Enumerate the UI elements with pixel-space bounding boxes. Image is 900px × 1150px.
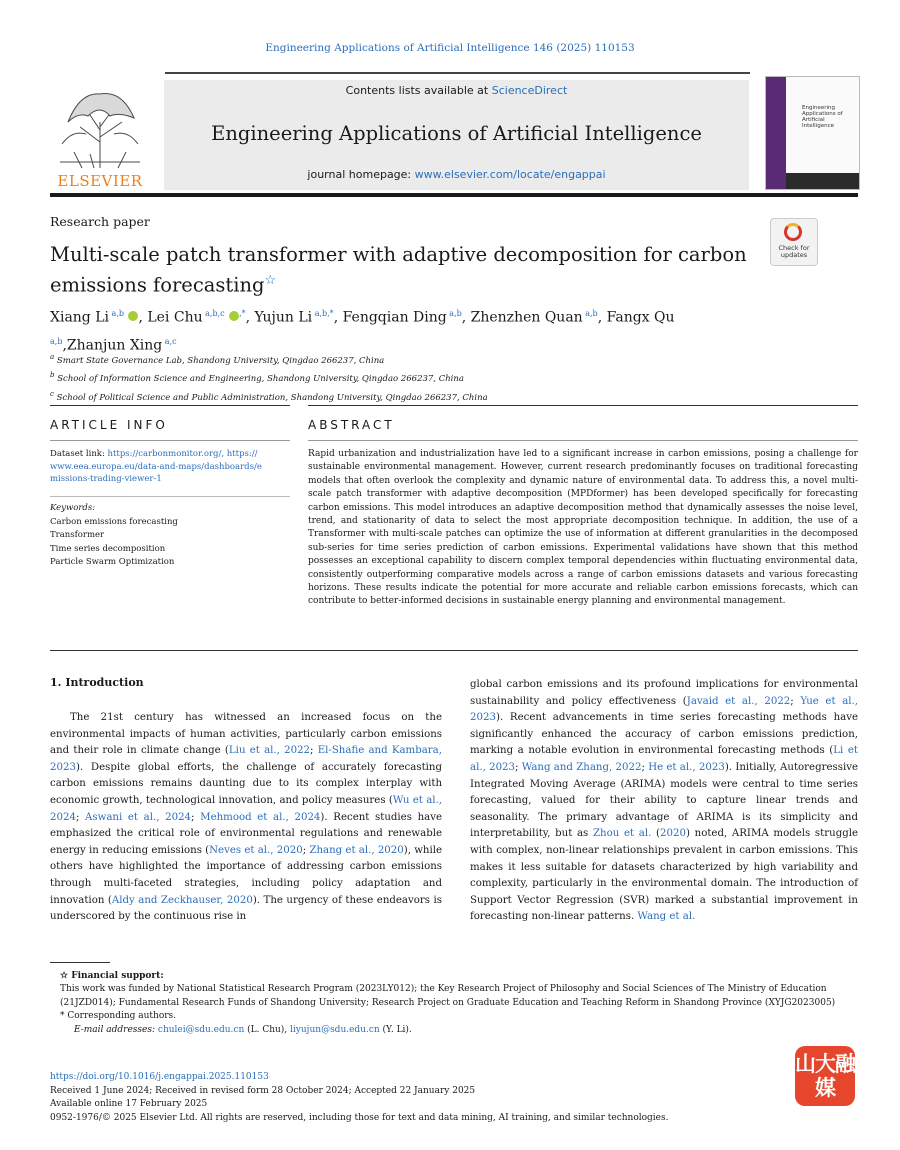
article-info-subrule [50, 440, 290, 441]
author-name[interactable]: Lei Chu [147, 309, 203, 326]
body-text: ; [75, 811, 86, 823]
journal-title: Engineering Applications of Artificial Intelligence [211, 122, 702, 145]
available-online: Available online 17 February 2025 [50, 1099, 208, 1110]
orcid-icon[interactable] [128, 311, 138, 321]
body-text: ; [302, 844, 310, 856]
citation-link[interactable]: Zhang et al., 2020 [309, 844, 404, 856]
paper-title-text: Multi-scale patch transformer with adaptive decomposition for carbon emissions forecasting [50, 243, 747, 297]
email-addresses [50, 1024, 858, 1037]
media-watermark-badge: 山大融媒 [795, 1046, 855, 1106]
keyword-item: Transformer [50, 530, 105, 540]
citation-link[interactable]: He et al., 2023 [648, 761, 725, 773]
citation-link[interactable]: Zhou et al. [592, 828, 652, 840]
cover-title: Engineering Applications of Artificial Intelligence [802, 105, 843, 129]
dataset-link[interactable]: https://carbonmonitor.org/, https://www.eea.europa.eu/data-and-maps/dashboards/emissions-trading-viewer-1 [50, 449, 262, 484]
citation-link[interactable]: Wang and Zhang, 2022 [521, 761, 642, 773]
author-list [50, 303, 750, 356]
citation-link[interactable]: Wang et al. [637, 911, 696, 923]
article-footer [50, 1071, 858, 1125]
author-affiliation-marks[interactable]: a,b,* [312, 309, 334, 318]
introduction-heading: 1. Introduction [50, 676, 144, 689]
body-text: ). The urgency of these endeavors is underscored by the continuous rise in [50, 894, 442, 923]
keywords-block [50, 502, 290, 570]
title-footnote-star[interactable]: ☆ [264, 273, 277, 288]
check-updates-icon [784, 223, 802, 241]
affiliation-line [50, 368, 750, 386]
affiliation-mark: a [50, 352, 55, 361]
author-name[interactable]: Zhenzhen Quan [470, 309, 583, 326]
citation-link[interactable]: 2020 [660, 828, 686, 840]
contents-line [164, 84, 749, 97]
contents-prefix: Contents lists available at [345, 84, 492, 97]
corresponding-mark: * [60, 1011, 65, 1022]
article-info-rule [50, 405, 290, 406]
citation-link[interactable]: Mehmood et al., 2024 [200, 811, 321, 823]
citation-link[interactable]: Liu et al., 2022 [228, 745, 311, 757]
author-separator: , [245, 309, 255, 326]
affiliation-text: Smart State Governance Lab, Shandong University, Qingdao 266237, China [54, 355, 385, 366]
keyword-item: Carbon emissions forecasting [50, 516, 178, 527]
keywords-list [50, 516, 290, 570]
keyword-item: Particle Swarm Optimization [50, 557, 175, 567]
affiliation-mark: b [50, 370, 55, 380]
article-info-heading: ARTICLE INFO [50, 418, 168, 432]
masthead-banner [164, 80, 749, 190]
author-name[interactable]: Fengqian Ding [342, 309, 447, 326]
elsevier-wordmark: ELSEVIER [57, 172, 143, 190]
keyword-item: Time series decomposition [50, 543, 166, 554]
homepage-prefix: journal homepage: [307, 168, 415, 181]
doi-link[interactable]: https://doi.org/10.1016/j.engappai.2025.110153 [50, 1072, 269, 1082]
abstract-bottom-rule [50, 650, 858, 651]
affiliation-text: School of Political Science and Public Administration, Shandong University, Qingdao 266237, China [53, 392, 488, 403]
journal-homepage-link[interactable]: www.elsevier.com/locate/engappai [414, 168, 606, 181]
body-text: ). Initially, Autoregressive Integrated Moving Average (ARIMA) models were central to time series forecasting, valued for their ability to capture linear trends and seasonality. The primary advantage of ARIMA is its simplicity and interpretability, but as [470, 761, 858, 840]
citation-link[interactable]: Javaid et al., 2022 [686, 695, 791, 707]
body-text: ( [651, 828, 661, 840]
citation-link[interactable]: Li et al., 2023 [470, 745, 858, 773]
author-affiliation-marks[interactable]: a,b,c [202, 309, 225, 318]
financial-support-title [50, 970, 858, 983]
email-li-name: (Y. Li). [379, 1024, 412, 1035]
abstract-rule [308, 405, 858, 406]
body-text: ). Recent advancements in time series forecasting methods have significantly enhanced the accuracy of carbon emissions prediction, marking a notable evolution in environmental forecasting methods ( [470, 712, 858, 757]
orcid-icon[interactable] [229, 311, 239, 321]
author-separator: , [138, 309, 148, 326]
financial-support-text: This work was funded by National Statistical Research Program (2023LY012); the Key Research Project of Philosophy and Social Sciences of The Ministry of Education (21JZD014); Fundamental Research Funds of Shandong University; Research Project on Graduate Education and Teaching Reform in Shandong Province (XYJG2023005) [60, 984, 836, 1008]
body-text: ). Recent studies have emphasized the critical role of environmental regulations and renewable energy in reducing emissions ( [50, 811, 443, 856]
citation-link[interactable]: El-Shafie and Kambara, 2023 [50, 745, 442, 773]
header-rule [50, 193, 858, 197]
corresponding-author-mark[interactable]: ,* [239, 309, 246, 318]
author-affiliation-marks[interactable]: a,c [162, 336, 177, 346]
financial-star: ☆ [60, 971, 69, 981]
author-name[interactable]: Fangx Qu [606, 309, 675, 326]
affiliation-text: School of Information Science and Engineering, Shandong University, Qingdao 266237, China [54, 374, 464, 385]
paper-title [50, 242, 750, 299]
abstract-heading: ABSTRACT [308, 418, 395, 432]
cover-band [766, 77, 786, 189]
citation-link[interactable]: Neves et al., 2020 [209, 844, 303, 856]
citation-link[interactable]: Wu et al., 2024 [50, 794, 443, 823]
abstract-text: Rapid urbanization and industrialization have led to a significant increase in carbon emissions, posing a challenge for sustainable environmental management. However, current research predominantly focuses on traditional forecasting models that often overlook the complexity and dynamic nature of environmental data. To address this, a novel multi-scale patch transformer with adaptive decomposition (MPDformer) has been developed specifically for forecasting carbon emissions. This model introduces an adaptive decomposition method that dynamically assesses the noise level, trend, and stationarity of data to select the most appropriate decomposition technique. In addition, the use of a Transformer with multi-scale patches can optimize the use of information at different granularities in the decomposed sub-series for time series prediction of carbon emissions. Experimental validations have shown that this method possesses an exceptional capability to discern complex temporal dependencies within fluctuating environmental data, consistently outperforming comparative models across a range of carbon emissions datasets and various forecasting horizons. These results indicate the potential for more accurate and reliable carbon emissions forecasts, which can contribute to better-informed decisions in sustainable energy planning and environmental management. [308, 449, 858, 607]
body-text: The 21st century has witnessed an increased focus on the environmental impacts of human activities, particularly carbon emissions and their role in climate change ( [50, 712, 442, 757]
body-text: ) noted, ARIMA models struggle with complex, non-linear relationships prevalent in carbon emissions. This makes it less suitable for datasets characterized by high variability and complexity, particularly in the environmental domain. The introduction of Support Vector Regression (SVR) marked a substantial improvement in forecasting non-linear patterns. [470, 828, 859, 923]
author-name[interactable]: Xiang Li [50, 309, 109, 326]
footnotes [50, 970, 858, 1037]
citation-link[interactable]: Aswani et al., 2024 [85, 811, 192, 823]
body-text: ), while others have highlighted the importance of addressing carbon emissions through multi-faceted strategies, including policy adaptation and innovation ( [50, 844, 443, 906]
author-separator: , [62, 337, 67, 354]
affiliation-line [50, 350, 750, 368]
author-affiliation-marks[interactable]: a,b [50, 336, 63, 346]
financial-title-text: Financial support: [71, 971, 164, 981]
body-text: ; [790, 695, 801, 707]
corresponding-text: Corresponding authors. [67, 1011, 177, 1022]
citation-link[interactable]: Yue et al., 2023 [470, 695, 858, 724]
body-text: ; [191, 811, 201, 823]
email-label: E-mail addresses: [74, 1024, 156, 1035]
introduction-right-column [470, 677, 858, 926]
corresponding-note [50, 1010, 858, 1023]
body-text: ). Despite global efforts, the challenge of accurately forecasting carbon emissions remains daunting due to its complex interplay with economic growth, technological innovation, and policy measures ( [50, 761, 442, 806]
body-text: ; [515, 761, 522, 773]
email-link-chu[interactable]: chulei@sdu.edu.cn [157, 1024, 245, 1035]
check-for-updates-button[interactable] [770, 218, 818, 266]
author-name[interactable]: Yujun Li [254, 309, 313, 326]
paper-type: Research paper [50, 214, 150, 229]
body-text: ; [310, 745, 318, 757]
check-updates-label: Check for updates [778, 244, 810, 259]
author-affiliation-marks[interactable]: a,b [446, 309, 462, 318]
dataset-info [50, 448, 262, 486]
affiliation-list [50, 350, 750, 405]
affiliation-line [50, 387, 750, 405]
sciencedirect-link[interactable]: ScienceDirect [491, 84, 568, 97]
cover-bottom-bar [786, 173, 859, 189]
elsevier-logo[interactable] [50, 82, 150, 190]
journal-reference-link[interactable]: Engineering Applications of Artificial Intelligence 146 (2025) 110153 [265, 42, 635, 54]
copyright: 0952-1976/© 2025 Elsevier Ltd. All rights are reserved, including those for text and data mining, AI training, and similar technologies. [50, 1112, 669, 1123]
body-text: ; [641, 761, 649, 773]
affiliation-mark: c [50, 388, 54, 398]
abstract-subrule [308, 440, 858, 441]
author-separator: , [333, 309, 343, 326]
email-link-li[interactable]: liyujun@sdu.edu.cn [290, 1024, 380, 1035]
footnote-rule [50, 962, 110, 963]
keywords-label: Keywords: [50, 503, 96, 513]
masthead [50, 74, 858, 190]
author-affiliation-marks[interactable]: a,b [582, 309, 598, 318]
homepage-line [164, 168, 749, 181]
author-affiliation-marks[interactable]: a,b [109, 309, 124, 318]
received-dates: Received 1 June 2024; Received in revised form 28 October 2024; Accepted 22 January 2025 [50, 1085, 476, 1096]
author-separator: , [597, 309, 607, 326]
body-text: global carbon emissions and its profound implications for environmental sustainability and policy effectiveness ( [470, 679, 858, 707]
elsevier-tree-icon [50, 82, 150, 172]
email-chu-name: (L. Chu), [244, 1024, 291, 1035]
keywords-rule [50, 496, 290, 497]
dataset-label: Dataset link: [50, 449, 108, 459]
journal-cover-thumbnail[interactable] [765, 76, 860, 190]
author-name[interactable]: Zhanjun Xing [66, 337, 163, 354]
author-separator: , [461, 309, 471, 326]
citation-link[interactable]: Aldy and Zeckhauser, 2020 [111, 894, 253, 906]
introduction-left-column [50, 710, 442, 926]
